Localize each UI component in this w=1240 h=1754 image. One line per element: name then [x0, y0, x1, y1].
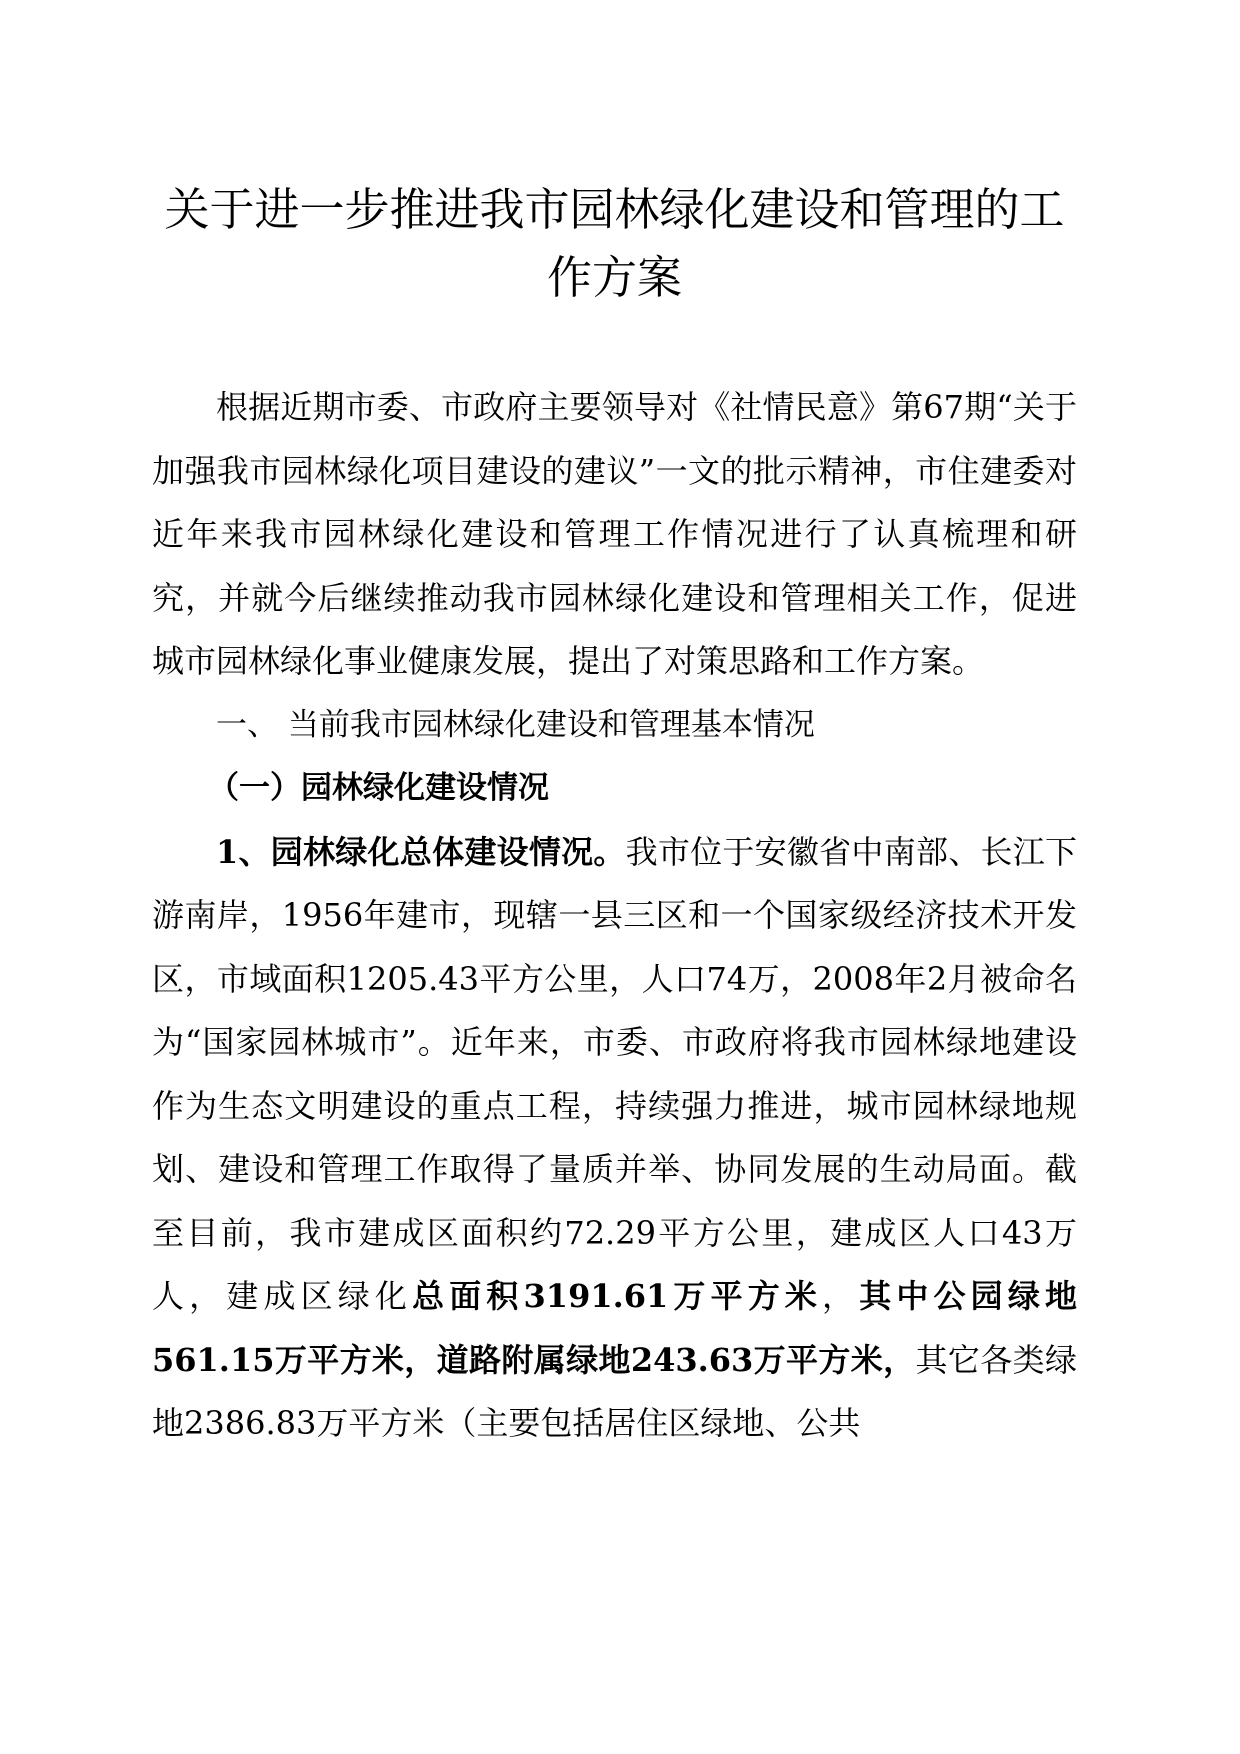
document-body [152, 376, 1077, 1456]
item-1-area-detail: 其中公园绿地561.15万平方米，道路附属绿地243.63万平方米， [152, 1277, 1077, 1379]
item-1-lead: 1、园林绿化总体建设情况。 [216, 832, 626, 871]
item-1-total-area: 总面积3191.61万平方米 [412, 1277, 823, 1315]
item-1-text-a: 我市位于安徽省中南部、长江下游南岸，1956年建市，现辖一县三区和一个国家级经济技术开发区，市域面积1205.43平方公里，人口74万，2008年2月被命名为“国家园林城市”。近年来，市委、市政府将我市园林绿地建设作为生态文明建设的重点工程，持续强力推进，城市园林绿地规划、建设和管理工作取得了量质并举、协同发展的生动局面。截至目前，我市建成区面积约72.29平方公里，建成区人口43万人，建成区绿化 [152, 832, 1077, 1315]
section-heading: 一、 当前我市园林绿化建设和管理基本情况 [216, 706, 815, 743]
intro-paragraph: 根据近期市委、市政府主要领导对《社情民意》第67期“关于加强我市园林绿化项目建设的建议”一文的批示精神，市住建委对近年来我市园林绿化建设和管理工作情况进行了认真梳理和研究，并就今后继续推动我市园林绿化建设和管理相关工作，促进城市园林绿化事业健康发展，提出了对策思路和工作方案。 [152, 388, 1077, 680]
item-1-separator: ， [822, 1277, 860, 1315]
document-title: 关于进一步推进我市园林绿化建设和管理的工作方案 [164, 183, 1065, 304]
subsection-heading: （一）园林绿化建设情况 [208, 770, 549, 806]
item-1-text-b: 其它各类绿地2386.83万平方米（主要包括居住区绿地、公共 [152, 1340, 1077, 1442]
item-1-paragraph [152, 821, 1077, 1456]
